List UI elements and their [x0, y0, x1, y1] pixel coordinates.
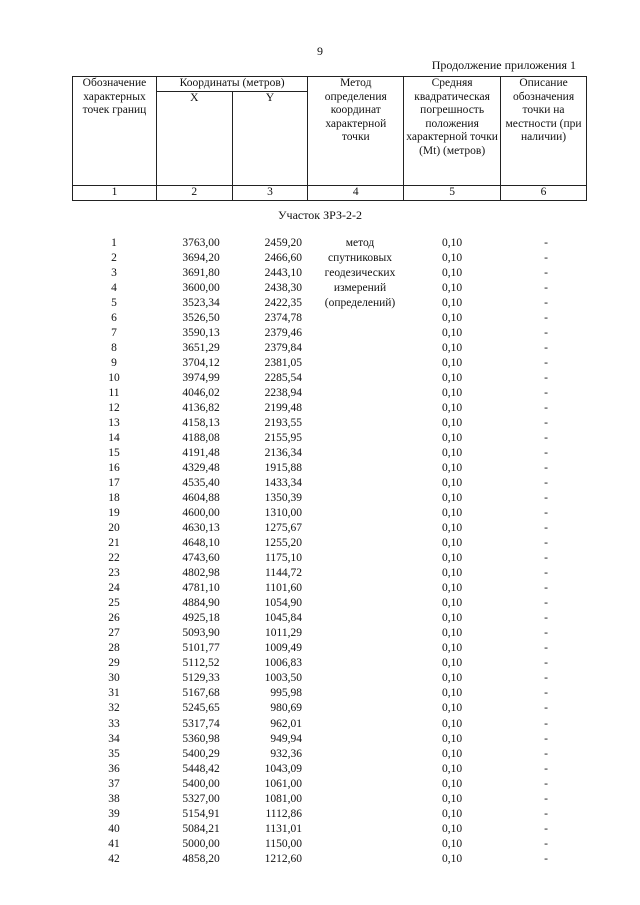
accuracy-value: 0,10 [441, 477, 463, 490]
accuracy-value: 0,10 [441, 582, 463, 595]
x-coordinate: 3694,20 [182, 252, 220, 265]
x-coordinate: 5101,77 [182, 642, 220, 655]
y-coordinate: 1045,84 [264, 612, 302, 625]
accuracy-value: 0,10 [441, 357, 463, 370]
table-row [72, 236, 587, 251]
description-value: - [544, 297, 548, 310]
point-number: 14 [108, 432, 120, 445]
description-value: - [544, 537, 548, 550]
x-coordinate: 4046,02 [182, 387, 220, 400]
header-num-1: 1 [73, 186, 157, 201]
accuracy-value: 0,10 [441, 492, 463, 505]
table-row [72, 491, 587, 506]
point-number: 31 [108, 687, 120, 700]
point-number: 13 [108, 417, 120, 430]
table-row [72, 671, 587, 686]
y-coordinate: 2379,84 [264, 342, 302, 355]
table-row [72, 446, 587, 461]
description-value: - [544, 717, 548, 730]
point-number: 18 [108, 492, 120, 505]
x-coordinate: 4743,60 [182, 552, 220, 565]
point-number: 39 [108, 807, 120, 820]
x-coordinate: 4604,88 [182, 492, 220, 505]
method-line: измерений [333, 282, 387, 294]
description-value: - [544, 657, 548, 670]
description-value: - [544, 477, 548, 490]
header-num-6: 6 [501, 186, 587, 201]
accuracy-value: 0,10 [441, 567, 463, 580]
accuracy-value: 0,10 [441, 507, 463, 520]
x-coordinate: 5167,68 [182, 687, 220, 700]
point-number: 11 [108, 387, 120, 400]
accuracy-value: 0,10 [441, 252, 463, 265]
description-value: - [544, 342, 548, 355]
table-row [72, 416, 587, 431]
table-row [72, 461, 587, 476]
y-coordinate: 2136,34 [264, 447, 302, 460]
table-row [72, 281, 587, 296]
x-coordinate: 5112,52 [182, 657, 220, 670]
point-number: 23 [108, 567, 120, 580]
description-value: - [544, 567, 548, 580]
accuracy-value: 0,10 [441, 402, 463, 415]
x-coordinate: 5154,91 [182, 807, 220, 820]
accuracy-value: 0,10 [441, 237, 463, 249]
description-value: - [544, 267, 548, 280]
table-row [72, 701, 587, 716]
accuracy-value: 0,10 [441, 267, 463, 280]
accuracy-value: 0,10 [441, 522, 463, 535]
table-row [72, 611, 587, 626]
x-coordinate: 3523,34 [182, 297, 220, 310]
point-number: 30 [108, 672, 120, 685]
table-row [72, 386, 587, 401]
y-coordinate: 2422,35 [264, 297, 302, 310]
description-value: - [544, 522, 548, 535]
point-number: 35 [108, 747, 120, 760]
point-number: 38 [108, 792, 120, 805]
x-coordinate: 3526,50 [182, 312, 220, 325]
continuation-note: Продолжение приложения 1 [431, 58, 576, 72]
point-number: 25 [108, 597, 120, 610]
description-value: - [544, 417, 548, 430]
point-number: 37 [108, 777, 120, 790]
y-coordinate: 2155,95 [264, 432, 302, 445]
method-line: спутниковых [327, 252, 392, 264]
x-coordinate: 5317,74 [182, 717, 220, 730]
y-coordinate: 1310,00 [264, 507, 302, 520]
description-value: - [544, 447, 548, 460]
table-row [72, 747, 587, 762]
y-coordinate: 1011,29 [265, 627, 302, 640]
y-coordinate: 995,98 [270, 687, 302, 700]
header-num-5: 5 [404, 186, 501, 201]
accuracy-value: 0,10 [441, 807, 463, 820]
x-coordinate: 3590,13 [182, 327, 220, 340]
x-coordinate: 4329,48 [182, 462, 220, 475]
coordinates-rows [72, 236, 587, 867]
point-number: 40 [108, 822, 120, 835]
accuracy-value: 0,10 [441, 462, 463, 475]
table-row [72, 266, 587, 281]
x-coordinate: 5360,98 [182, 732, 220, 745]
description-value: - [544, 552, 548, 565]
accuracy-value: 0,10 [441, 732, 463, 745]
point-number: 15 [108, 447, 120, 460]
accuracy-value: 0,10 [441, 627, 463, 640]
description-value: - [544, 327, 548, 340]
description-value: - [544, 402, 548, 415]
x-coordinate: 5448,42 [182, 762, 220, 775]
table-row [72, 837, 587, 852]
accuracy-value: 0,10 [441, 597, 463, 610]
accuracy-value: 0,10 [441, 342, 463, 355]
x-coordinate: 3651,29 [182, 342, 220, 355]
x-coordinate: 4158,13 [182, 417, 220, 430]
description-value: - [544, 837, 548, 850]
y-coordinate: 1043,09 [264, 762, 302, 775]
y-coordinate: 1433,34 [264, 477, 302, 490]
point-number: 2 [111, 252, 117, 265]
accuracy-value: 0,10 [441, 702, 463, 715]
y-coordinate: 1150,00 [265, 837, 302, 850]
y-coordinate: 1175,10 [265, 552, 302, 565]
point-number: 10 [108, 372, 120, 385]
header-point-designation: Обозначение характерных точек границ [73, 77, 157, 186]
method-line: геодезических [324, 267, 396, 279]
header-num-2: 2 [156, 186, 232, 201]
description-value: - [544, 612, 548, 625]
description-value: - [544, 747, 548, 760]
x-coordinate: 4600,00 [182, 507, 220, 520]
description-value: - [544, 282, 548, 295]
accuracy-value: 0,10 [441, 447, 463, 460]
y-coordinate: 2459,20 [264, 237, 302, 249]
y-coordinate: 1061,00 [264, 777, 302, 790]
description-value: - [544, 687, 548, 700]
x-coordinate: 5400,29 [182, 747, 220, 760]
x-coordinate: 5129,33 [182, 672, 220, 685]
y-coordinate: 1009,49 [264, 642, 302, 655]
table-row [72, 536, 587, 551]
y-coordinate: 2443,10 [264, 267, 302, 280]
point-number: 4 [111, 282, 117, 295]
table-row [72, 762, 587, 777]
table-row [72, 431, 587, 446]
y-coordinate: 2193,55 [264, 417, 302, 430]
point-number: 27 [108, 627, 120, 640]
x-coordinate: 4858,20 [182, 852, 220, 865]
table-row [72, 792, 587, 807]
header-accuracy: Средняя квадратическая погрешность положения характерной точки (Mt) (метров) [404, 77, 501, 186]
x-coordinate: 5327,00 [182, 792, 220, 805]
point-number: 19 [108, 507, 120, 520]
y-coordinate: 1350,39 [264, 492, 302, 505]
y-coordinate: 962,01 [270, 717, 302, 730]
x-coordinate: 4535,40 [182, 477, 220, 490]
point-number: 8 [111, 342, 117, 355]
y-coordinate: 949,94 [270, 732, 302, 745]
description-value: - [544, 627, 548, 640]
description-value: - [544, 582, 548, 595]
y-coordinate: 1131,01 [265, 822, 302, 835]
accuracy-value: 0,10 [441, 717, 463, 730]
x-coordinate: 5093,90 [182, 627, 220, 640]
y-coordinate: 2438,30 [264, 282, 302, 295]
table-row [72, 807, 587, 822]
header-num-4: 4 [308, 186, 404, 201]
description-value: - [544, 492, 548, 505]
header-coordinates: Координаты (метров) [156, 77, 307, 92]
accuracy-value: 0,10 [441, 747, 463, 760]
point-number: 5 [111, 297, 117, 310]
y-coordinate: 2285,54 [264, 372, 302, 385]
point-number: 36 [108, 762, 120, 775]
y-coordinate: 1212,60 [264, 852, 302, 865]
y-coordinate: 1003,50 [264, 672, 302, 685]
x-coordinate: 3600,00 [182, 282, 220, 295]
y-coordinate: 2379,46 [264, 327, 302, 340]
accuracy-value: 0,10 [441, 282, 463, 295]
accuracy-value: 0,10 [441, 777, 463, 790]
point-number: 21 [108, 537, 120, 550]
description-value: - [544, 762, 548, 775]
table-row [72, 566, 587, 581]
description-value: - [544, 507, 548, 520]
x-coordinate: 5084,21 [182, 822, 220, 835]
x-coordinate: 3691,80 [182, 267, 220, 280]
y-coordinate: 2466,60 [264, 252, 302, 265]
y-coordinate: 2199,48 [264, 402, 302, 415]
table-row [72, 356, 587, 371]
point-number: 41 [108, 837, 120, 850]
point-number: 29 [108, 657, 120, 670]
y-coordinate: 1112,86 [265, 807, 302, 820]
y-coordinate: 1006,83 [264, 657, 302, 670]
point-number: 34 [108, 732, 120, 745]
accuracy-value: 0,10 [441, 762, 463, 775]
accuracy-value: 0,10 [441, 327, 463, 340]
description-value: - [544, 807, 548, 820]
method-line: (определений) [324, 297, 396, 309]
point-number: 28 [108, 642, 120, 655]
accuracy-value: 0,10 [441, 657, 463, 670]
description-value: - [544, 702, 548, 715]
point-number: 22 [108, 552, 120, 565]
y-coordinate: 932,36 [270, 747, 302, 760]
x-coordinate: 3974,99 [182, 372, 220, 385]
x-coordinate: 4802,98 [182, 567, 220, 580]
description-value: - [544, 357, 548, 370]
header-x: X [156, 91, 232, 185]
table-row [72, 521, 587, 536]
accuracy-value: 0,10 [441, 372, 463, 385]
table-row [72, 777, 587, 792]
x-coordinate: 5400,00 [182, 777, 220, 790]
description-value: - [544, 432, 548, 445]
description-value: - [544, 672, 548, 685]
accuracy-value: 0,10 [441, 822, 463, 835]
coordinates-table-header [72, 76, 587, 201]
point-number: 24 [108, 582, 120, 595]
description-value: - [544, 252, 548, 265]
y-coordinate: 1915,88 [264, 462, 302, 475]
point-number: 3 [111, 267, 117, 280]
method-line: метод [345, 237, 375, 249]
accuracy-value: 0,10 [441, 297, 463, 310]
y-coordinate: 1144,72 [265, 567, 302, 580]
description-value: - [544, 597, 548, 610]
table-row [72, 656, 587, 671]
point-number: 6 [111, 312, 117, 325]
description-value: - [544, 462, 548, 475]
y-coordinate: 2381,05 [264, 357, 302, 370]
accuracy-value: 0,10 [441, 417, 463, 430]
table-row [72, 581, 587, 596]
accuracy-value: 0,10 [441, 837, 463, 850]
table-row [72, 401, 587, 416]
description-value: - [544, 732, 548, 745]
x-coordinate: 5000,00 [182, 837, 220, 850]
point-number: 42 [108, 852, 120, 865]
point-number: 1 [111, 237, 117, 249]
header-num-3: 3 [232, 186, 308, 201]
x-coordinate: 4925,18 [182, 612, 220, 625]
y-coordinate: 2238,94 [264, 387, 302, 400]
x-coordinate: 4648,10 [182, 537, 220, 550]
accuracy-value: 0,10 [441, 672, 463, 685]
accuracy-value: 0,10 [441, 612, 463, 625]
x-coordinate: 4884,90 [182, 597, 220, 610]
x-coordinate: 3704,12 [182, 357, 220, 370]
x-coordinate: 4781,10 [182, 582, 220, 595]
table-row [72, 732, 587, 747]
y-coordinate: 1081,00 [264, 792, 302, 805]
page-number: 9 [317, 44, 323, 58]
point-number: 17 [108, 477, 120, 490]
accuracy-value: 0,10 [441, 792, 463, 805]
point-number: 12 [108, 402, 120, 415]
accuracy-value: 0,10 [441, 687, 463, 700]
description-value: - [544, 642, 548, 655]
description-value: - [544, 852, 548, 865]
point-number: 7 [111, 327, 117, 340]
table-row [72, 371, 587, 386]
point-number: 32 [108, 702, 120, 715]
x-coordinate: 4191,48 [182, 447, 220, 460]
point-number: 9 [111, 357, 117, 370]
header-y: Y [232, 91, 308, 185]
accuracy-value: 0,10 [441, 387, 463, 400]
y-coordinate: 1255,20 [264, 537, 302, 550]
point-number: 33 [108, 717, 120, 730]
point-number: 20 [108, 522, 120, 535]
description-value: - [544, 792, 548, 805]
x-coordinate: 4136,82 [182, 402, 220, 415]
description-value: - [544, 822, 548, 835]
description-value: - [544, 777, 548, 790]
table-row [72, 596, 587, 611]
section-title: Участок ЗРЗ-2-2 [278, 208, 362, 222]
y-coordinate: 1275,67 [264, 522, 302, 535]
x-coordinate: 5245,65 [182, 702, 220, 715]
accuracy-value: 0,10 [441, 852, 463, 865]
accuracy-value: 0,10 [441, 642, 463, 655]
table-row [72, 311, 587, 326]
table-row [72, 251, 587, 266]
x-coordinate: 4630,13 [182, 522, 220, 535]
table-row [72, 626, 587, 641]
accuracy-value: 0,10 [441, 552, 463, 565]
y-coordinate: 980,69 [270, 702, 302, 715]
table-row [72, 476, 587, 491]
table-row [72, 326, 587, 341]
accuracy-value: 0,10 [441, 537, 463, 550]
description-value: - [544, 237, 548, 249]
table-row [72, 717, 587, 732]
x-coordinate: 3763,00 [182, 237, 220, 249]
y-coordinate: 1101,60 [265, 582, 302, 595]
description-value: - [544, 387, 548, 400]
accuracy-value: 0,10 [441, 312, 463, 325]
y-coordinate: 2374,78 [264, 312, 302, 325]
accuracy-value: 0,10 [441, 432, 463, 445]
point-number: 16 [108, 462, 120, 475]
table-row [72, 296, 587, 311]
x-coordinate: 4188,08 [182, 432, 220, 445]
point-number: 26 [108, 612, 120, 625]
header-method: Метод определения координат характерной точки [308, 77, 404, 186]
header-description: Описание обозначения точки на местности (при наличии) [501, 77, 587, 186]
y-coordinate: 1054,90 [264, 597, 302, 610]
table-row [72, 641, 587, 656]
description-value: - [544, 312, 548, 325]
description-value: - [544, 372, 548, 385]
table-row [72, 506, 587, 521]
table-row [72, 341, 587, 356]
table-row [72, 551, 587, 566]
table-row [72, 852, 587, 867]
table-row [72, 822, 587, 837]
table-row [72, 686, 587, 701]
